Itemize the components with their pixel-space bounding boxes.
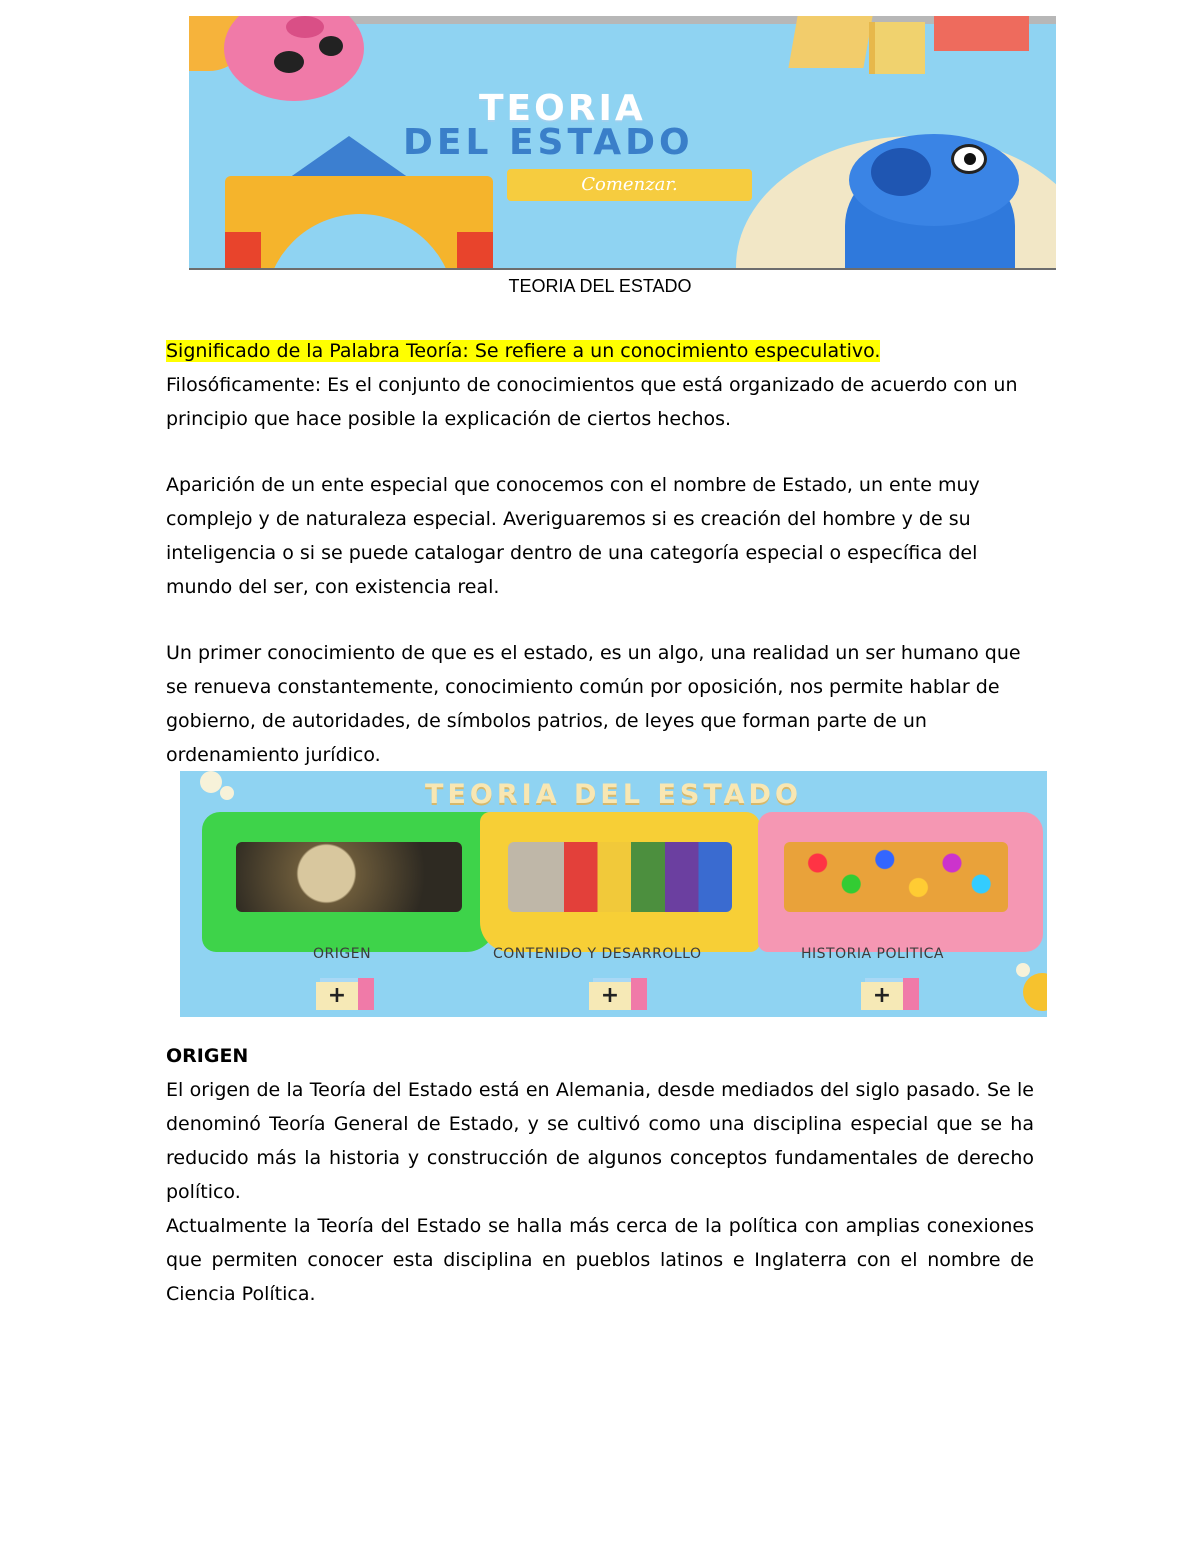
menu-label-historia: HISTORIA POLITICA	[801, 946, 944, 962]
highlighted-definition: Significado de la Palabra Teoría: Se refiere a un conocimiento especulativo.	[166, 340, 881, 362]
toy-arch-block-icon	[225, 176, 493, 270]
image-caption: TEORIA DEL ESTADO	[508, 276, 692, 296]
yellow-corner-shape	[1023, 973, 1047, 1011]
comenzar-button: Comenzar.	[507, 169, 752, 201]
plus-icon: +	[316, 982, 358, 1010]
plus-icon: +	[589, 982, 631, 1010]
toy-cube-icon	[934, 16, 1029, 51]
menu-title: TEORIA DEL ESTADO	[425, 779, 802, 810]
historia-panel	[758, 812, 1043, 952]
origen-heading: ORIGEN	[166, 1045, 249, 1067]
paragraph-text: Aparición de un ente especial que conocemos con el nombre de Estado, un ente muy complejo y de naturaleza especial. Averiguaremos si es creación del hombre y de su inteligencia o si se puede catalogar dentro de una categoría especial o específica del mundo del ser, con existencia real.	[166, 474, 980, 598]
menu-label-contenido: CONTENIDO Y DESARROLLO	[493, 946, 702, 962]
balls-photo	[784, 842, 1008, 912]
contenido-panel	[480, 812, 760, 952]
toy-cube-icon	[788, 16, 872, 68]
menu-label-origen: ORIGEN	[313, 946, 372, 962]
paragraph-aparicion	[166, 468, 1034, 604]
origen-section	[166, 1039, 1034, 1311]
toy-cube-icon	[869, 22, 925, 74]
origen-paragraph-1: El origen de la Teoría del Estado está en Alemania, desde mediados del siglo pasado. Se le denominó Teoría General de Estado, y se cultivó como una disciplina especial que se ha reducido más la historia y construcción de algunos conceptos fundamentales de derecho político.	[166, 1079, 1034, 1203]
banner-title-line1: TEORIA	[479, 88, 646, 129]
teoria-menu-image	[180, 771, 1047, 1017]
blocks-photo	[508, 842, 732, 912]
globe-children-photo	[236, 842, 462, 912]
paragraph-conocimiento	[166, 636, 1034, 772]
contenido-plus-button	[589, 978, 647, 1010]
dog-snout-icon	[871, 148, 931, 196]
origen-panel	[202, 812, 496, 952]
definition-text: Filosóficamente: Es el conjunto de conocimientos que está organizado de acuerdo con un principio que hace posible la explicación de ciertos hechos.	[166, 374, 1018, 430]
origen-paragraph-2: Actualmente la Teoría del Estado se halla más cerca de la política con amplias conexiones que permiten conocer esta disciplina en pueblos latinos e Inglaterra con el nombre de Ciencia Política.	[166, 1215, 1034, 1305]
intro-section	[166, 334, 1034, 436]
banner-title-line2: DEL ESTADO	[403, 122, 694, 163]
banner-bottom-line	[189, 268, 1056, 270]
dog-eye-icon	[951, 144, 987, 174]
blue-triangle-block-icon	[289, 136, 409, 178]
origen-plus-button	[316, 978, 374, 1010]
pink-character-icon	[224, 16, 364, 101]
paragraph-text: Un primer conocimiento de que es el estado, es un algo, una realidad un ser humano que se renueva constantemente, conocimiento común por oposición, nos permite hablar de gobierno, de autoridades, de símbolos patrios, de leyes que forman parte de un ordenamiento jurídico.	[166, 642, 1021, 766]
teoria-banner-image	[189, 16, 1056, 270]
historia-plus-button	[861, 978, 919, 1010]
plus-icon: +	[861, 982, 903, 1010]
